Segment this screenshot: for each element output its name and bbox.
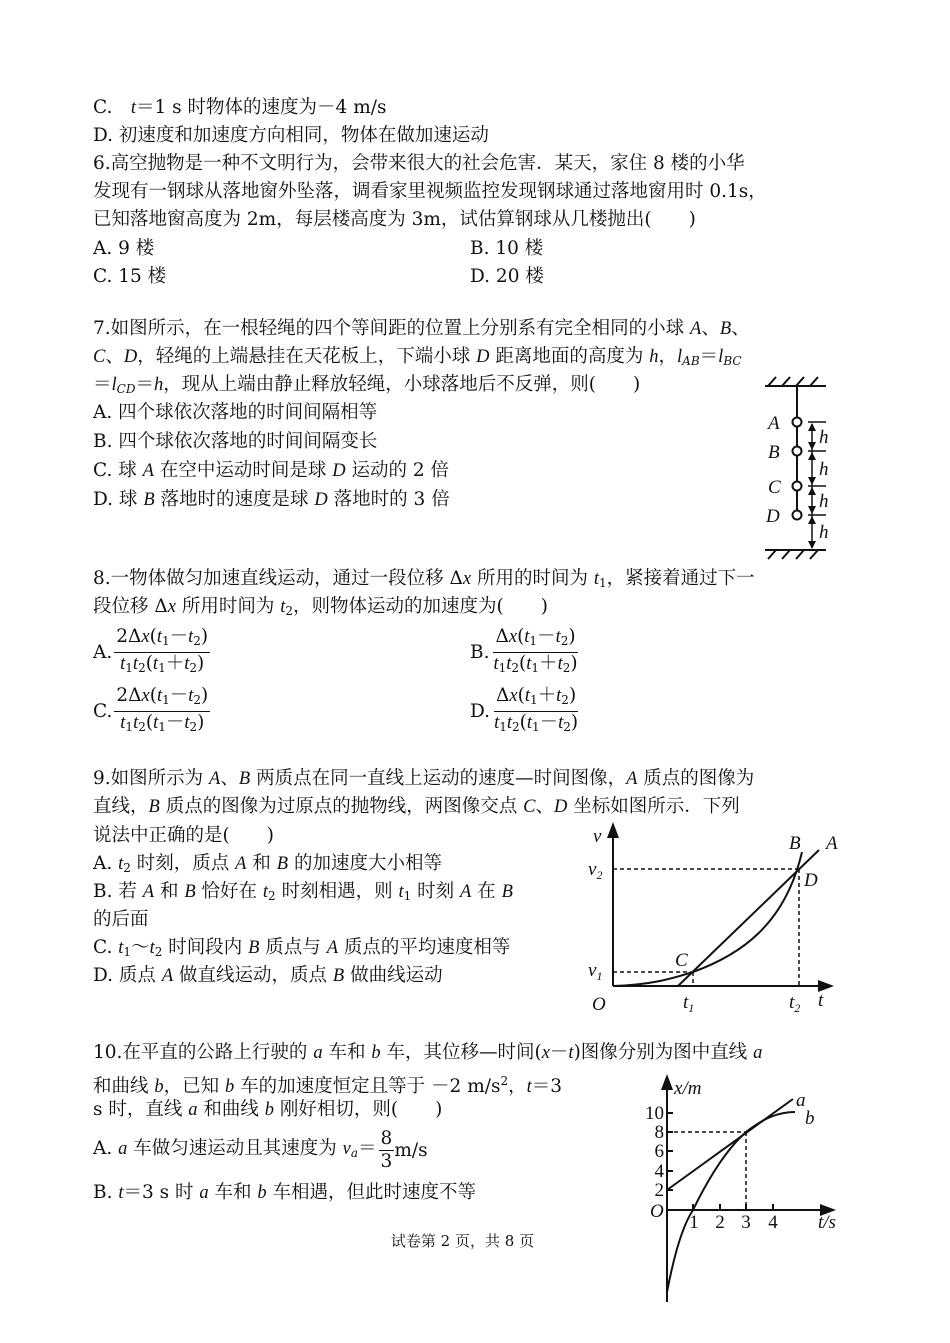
- subscript: a: [350, 1145, 359, 1160]
- math-variable: b: [257, 1183, 267, 1203]
- subscript: 2: [560, 634, 569, 648]
- text-segment: 2Δ: [116, 626, 142, 647]
- denominator: 3: [380, 1151, 393, 1172]
- text-segment: 2Δ: [116, 685, 142, 706]
- text-segment: 和曲线: [197, 1099, 265, 1120]
- text-segment: ＝: [93, 374, 112, 395]
- math-variable: t: [149, 938, 155, 958]
- text-segment: (: [517, 685, 525, 706]
- math-variable: t: [133, 713, 139, 733]
- math-variable: a: [199, 1183, 209, 1203]
- math-variable: t: [188, 686, 194, 706]
- text-segment: 、: [105, 346, 124, 367]
- subscript: 1: [498, 661, 507, 675]
- math-variable: t: [398, 882, 404, 902]
- axis-unit-s: /s: [823, 1212, 836, 1233]
- math-variable: t: [593, 569, 600, 589]
- text-segment: 落地时的 3 倍: [327, 489, 450, 510]
- math-variable: t: [153, 713, 159, 733]
- option-label: C.: [93, 700, 113, 722]
- math-variable: A: [209, 769, 221, 789]
- text-segment: 刚好相切，则( ): [274, 1099, 443, 1120]
- math-variable: t: [524, 686, 530, 706]
- math-variable: D: [476, 347, 490, 367]
- point-label-d: D: [804, 870, 818, 891]
- option-label: A.: [93, 641, 113, 663]
- label-t2: t: [789, 992, 795, 1013]
- math-variable: v: [342, 1138, 351, 1159]
- math-variable: A: [326, 938, 338, 958]
- text-segment: 和: [154, 881, 185, 902]
- math-variable: t: [524, 627, 530, 647]
- text-segment: －: [165, 712, 185, 733]
- subscript: 1: [403, 889, 412, 903]
- label-v2: v: [588, 859, 597, 880]
- text-segment: ，现从上端由静止释放轻绳，小球落地后不反弹，则( ): [163, 374, 641, 395]
- math-variable: t: [526, 713, 532, 733]
- text-segment: ～: [131, 937, 150, 958]
- math-variable: a: [753, 1043, 763, 1063]
- subscript: 1: [158, 661, 166, 675]
- text-segment: (: [145, 712, 154, 733]
- math-variable: t: [558, 713, 564, 733]
- text-segment: 时刻相遇，则: [275, 881, 399, 902]
- text-segment: ): [568, 626, 576, 647]
- curve-label-b: B: [789, 833, 801, 854]
- axis-label-v: v: [593, 826, 602, 847]
- math-variable: t: [156, 686, 163, 706]
- text-segment: 车的加速度恒定且等于 －2 m/s: [234, 1076, 501, 1098]
- text-segment: (: [149, 685, 157, 706]
- y-tick-label: 2: [654, 1180, 664, 1201]
- text-segment: 段位移 Δ: [93, 596, 168, 617]
- subscript: BC: [723, 354, 742, 368]
- superscript: 2: [500, 1074, 509, 1088]
- text-segment: ＝: [699, 346, 719, 367]
- subscript: 1: [531, 720, 540, 734]
- math-variable: B: [719, 319, 732, 339]
- text-segment: 车和: [208, 1182, 258, 1203]
- subscript: 1: [499, 720, 507, 734]
- axis-label-x: x: [674, 1078, 683, 1099]
- math-variable: B: [238, 769, 251, 789]
- math-variable: B: [501, 882, 513, 902]
- math-variable: t: [556, 686, 562, 706]
- text-segment: 9.如图所示为: [93, 768, 210, 789]
- y-tick-label: 6: [654, 1141, 664, 1162]
- svg-text:x/m: [673, 1078, 701, 1099]
- math-variable: a: [118, 1138, 128, 1159]
- ball-label-d: D: [766, 506, 780, 527]
- text-segment: ＝1 s 时物体的速度为－4 m/s: [136, 97, 387, 118]
- text-segment: C.: [93, 97, 131, 118]
- math-variable: t: [280, 597, 286, 617]
- math-variable: t: [506, 654, 512, 674]
- math-variable: t: [118, 1183, 124, 1203]
- subscript: 2: [193, 693, 202, 707]
- text-segment: 的加速度大小相等: [288, 853, 442, 874]
- text-segment: 8.一物体做匀加速直线运动，通过一段位移 Δ: [93, 568, 463, 589]
- text-segment: ＋: [539, 653, 558, 674]
- text-segment: 车相遇，但此时速度不等: [266, 1182, 477, 1203]
- text-segment: ，: [658, 346, 678, 367]
- math-variable: a: [188, 1100, 198, 1120]
- text-segment: 两质点在同一直线上运动的速度—时间图像，: [250, 768, 627, 789]
- text-segment: 在: [471, 881, 502, 902]
- math-variable: t: [132, 654, 139, 674]
- math-variable: l: [677, 347, 683, 367]
- text-segment: 车和: [322, 1042, 372, 1063]
- math-variable: B: [276, 854, 289, 874]
- text-segment: 落地时的速度是球: [154, 489, 315, 510]
- math-variable: t: [120, 713, 126, 733]
- subscript: 2: [154, 945, 163, 959]
- math-variable: t: [493, 654, 499, 674]
- text-segment: ＋: [537, 685, 557, 706]
- text-segment: ，紧接着通过下一: [606, 568, 755, 589]
- subscript: 1: [531, 661, 540, 675]
- text-segment: ＋: [165, 653, 185, 674]
- subscript: 2: [285, 604, 294, 618]
- math-variable: t: [184, 654, 190, 674]
- text-segment: B.: [93, 1182, 119, 1203]
- math-variable: x: [167, 597, 176, 617]
- height-label: h: [819, 427, 829, 448]
- math-variable: B: [184, 882, 196, 902]
- page-footer: 试卷第 2 页，共 8 页: [390, 1232, 535, 1250]
- text-segment: 时刻，质点: [130, 853, 236, 874]
- text-segment: 所用的时间为: [471, 568, 594, 589]
- math-variable: t: [188, 627, 194, 647]
- subscript: 2: [561, 693, 569, 707]
- text-segment: 质点的平均速度相等: [338, 937, 511, 958]
- y-tick-label: 10: [645, 1103, 664, 1124]
- axis-label-t: t: [818, 990, 824, 1011]
- y-tick-label: 4: [654, 1161, 664, 1182]
- text-segment: ，则物体运动的加速度为( ): [293, 596, 548, 617]
- text-segment: (: [519, 653, 527, 674]
- height-label: h: [819, 491, 829, 512]
- text-segment: C. 15 楼: [93, 266, 167, 287]
- numerator: 8: [380, 1128, 393, 1149]
- math-variable: t: [555, 627, 561, 647]
- text-segment: 6.高空抛物是一种不文明行为，会带来很大的社会危害．某天，家住 8 楼的小华: [93, 153, 745, 174]
- axis-unit-m: /m: [682, 1078, 702, 1099]
- math-variable: C: [523, 797, 536, 817]
- text-segment: A. 9 楼: [93, 238, 155, 259]
- text-segment: D. 20 楼: [470, 266, 544, 287]
- math-variable: l: [111, 375, 117, 395]
- option-label: D.: [470, 700, 491, 722]
- math-variable: A: [142, 882, 155, 902]
- subscript: 2: [189, 720, 198, 734]
- subscript: AB: [682, 354, 700, 368]
- subscript: 1: [530, 693, 538, 707]
- ball-label-c: C: [768, 477, 781, 498]
- label-v1-sub: 1: [596, 969, 603, 983]
- text-segment: 车，其位移—时间(: [380, 1042, 542, 1063]
- math-variable: b: [154, 1077, 164, 1098]
- text-segment: )图像分别为图中直线: [573, 1042, 754, 1063]
- text-segment: ＝: [358, 1137, 377, 1159]
- text-segment: 、: [535, 796, 554, 817]
- subscript: CD: [116, 382, 136, 396]
- text-segment: 和曲线: [93, 1076, 155, 1098]
- text-segment: 在空中运动时间是球: [153, 460, 333, 481]
- text-segment: s 时，直线: [93, 1099, 189, 1120]
- math-variable: A: [690, 319, 702, 339]
- text-segment: 、: [731, 318, 750, 339]
- text-segment: (: [149, 626, 157, 647]
- math-variable: x: [541, 1043, 550, 1063]
- text-segment: 坐标如图所示．下列: [567, 796, 740, 817]
- subscript: 1: [125, 720, 134, 734]
- text-segment: 所用时间为: [175, 596, 281, 617]
- math-variable: D: [123, 347, 138, 367]
- math-variable: t: [568, 1043, 574, 1063]
- text-segment: ＝: [135, 374, 154, 395]
- math-variable: A: [161, 966, 174, 986]
- subscript: 1: [529, 634, 538, 648]
- text-segment: ，已知: [163, 1076, 226, 1098]
- math-variable: A: [142, 461, 154, 481]
- math-variable: x: [509, 686, 518, 706]
- y-tick-label: 8: [654, 1122, 664, 1143]
- x-tick-label: 3: [741, 1212, 751, 1233]
- math-variable: D: [314, 490, 328, 510]
- text-segment: ＝3: [531, 1076, 563, 1098]
- text-segment: ): [197, 653, 205, 674]
- math-variable: A: [626, 769, 638, 789]
- text-segment: ，轻绳的上端悬挂在天花板上，下端小球: [137, 346, 477, 367]
- math-variable: x: [508, 627, 518, 647]
- math-variable: t: [526, 1077, 532, 1098]
- math-variable: D: [332, 461, 346, 481]
- line-label-a: A: [826, 833, 838, 854]
- text-segment: B. 10 楼: [470, 238, 544, 259]
- text-segment: (: [519, 712, 527, 733]
- subscript: 2: [189, 661, 197, 675]
- math-variable: t: [184, 713, 190, 733]
- text-segment: 的后面: [93, 909, 149, 930]
- math-variable: B: [248, 938, 260, 958]
- text-segment: ): [201, 685, 209, 706]
- math-variable: t: [526, 654, 532, 674]
- math-variable: t: [130, 98, 137, 118]
- subscript: 1: [599, 576, 607, 590]
- text-segment: 发现有一钢球从落地窗外坠落，调看家里视频监控发现钢球通过落地窗用时 0.1s，: [93, 181, 767, 202]
- math-variable: a: [313, 1043, 323, 1063]
- label-v2-sub: 2: [596, 868, 603, 882]
- text-segment: A.: [93, 853, 119, 874]
- text-segment: 已知落地窗高度为 2m，每层楼高度为 3m，试估算钢球从几楼抛出( ): [93, 209, 696, 230]
- math-variable: t: [118, 938, 124, 958]
- math-variable: h: [153, 375, 164, 395]
- math-variable: t: [120, 654, 126, 674]
- label-t2-sub: 2: [794, 1001, 801, 1015]
- text-segment: B. 四个球依次落地的时间间隔变长: [93, 431, 378, 452]
- math-variable: t: [156, 627, 162, 647]
- math-variable: t: [262, 882, 269, 902]
- subscript: 1: [123, 945, 132, 959]
- math-variable: b: [371, 1043, 381, 1063]
- text-segment: Δ: [495, 626, 509, 647]
- text-segment: 车做匀速运动且其速度为: [127, 1137, 343, 1159]
- math-variable: x: [141, 686, 150, 706]
- text-segment: －: [539, 712, 559, 733]
- subscript: 2: [511, 661, 520, 675]
- curve-label-b: b: [805, 1108, 815, 1129]
- text-segment: D. 初速度和加速度方向相同，物体在做加速运动: [93, 125, 489, 146]
- text-segment: ，: [508, 1076, 527, 1098]
- text-segment: 10.在平直的公路上行驶的: [93, 1042, 314, 1063]
- text-segment: 和: [246, 853, 277, 874]
- math-variable: b: [225, 1077, 235, 1098]
- axis-label-t: t: [818, 1212, 824, 1233]
- text-segment: C.: [93, 937, 119, 958]
- text-segment: －: [549, 1042, 569, 1063]
- text-segment: 时间段内: [162, 937, 249, 958]
- text-segment: (: [517, 626, 525, 647]
- text-segment: 质点与: [259, 937, 327, 958]
- subscript: 2: [563, 720, 571, 734]
- text-segment: 质点的图像为过原点的抛物线，两图像交点: [159, 796, 524, 817]
- text-segment: －: [169, 626, 189, 647]
- text-segment: A.: [93, 1137, 119, 1159]
- math-variable: t: [494, 713, 500, 733]
- math-variable: h: [649, 347, 659, 367]
- text-segment: A. 四个球依次落地的时间间隔相等: [93, 402, 378, 423]
- subscript: 2: [511, 720, 520, 734]
- text-segment: ): [200, 626, 209, 647]
- math-variable: t: [152, 654, 159, 674]
- text-segment: ): [568, 685, 577, 706]
- math-variable: D: [553, 797, 568, 817]
- math-variable: A: [460, 882, 472, 902]
- subscript: 1: [162, 693, 170, 707]
- subscript: 2: [138, 720, 146, 734]
- x-tick-label: 1: [689, 1212, 699, 1233]
- point-label-c: C: [675, 950, 688, 971]
- math-variable: B: [143, 490, 155, 510]
- text-segment: Δ: [496, 685, 510, 706]
- label-v1: v: [588, 960, 597, 981]
- text-segment: C. 球: [93, 460, 143, 481]
- math-variable: b: [264, 1100, 275, 1120]
- math-variable: B: [148, 797, 160, 817]
- subscript: 2: [562, 661, 571, 675]
- text-segment: ): [570, 712, 579, 733]
- subscript: 2: [268, 889, 276, 903]
- line-label-a: a: [796, 1090, 806, 1111]
- text-segment: B. 若: [93, 881, 143, 902]
- text-segment: 7.如图所示，在一根轻绳的四个等间距的位置上分别系有完全相同的小球: [93, 318, 691, 339]
- text-segment: 做曲线运动: [344, 965, 443, 986]
- origin-label: O: [650, 1201, 664, 1222]
- math-variable: t: [557, 654, 563, 674]
- origin-label: O: [592, 994, 606, 1015]
- option-label: B.: [470, 641, 490, 663]
- text-segment: 时刻: [411, 881, 460, 902]
- text-segment: －: [537, 626, 556, 647]
- x-tick-label: 4: [768, 1212, 778, 1233]
- text-segment: ): [197, 712, 205, 733]
- text-segment: 直线，: [93, 796, 149, 817]
- text-segment: ＝3 s 时: [123, 1182, 200, 1203]
- subscript: 2: [138, 661, 146, 675]
- subscript: 1: [125, 661, 133, 675]
- text-segment: ): [570, 653, 578, 674]
- height-label: h: [819, 522, 829, 543]
- text-segment: 恰好在: [195, 881, 263, 902]
- subscript: 2: [193, 634, 201, 648]
- text-segment: －: [169, 685, 189, 706]
- subscript: 2: [123, 861, 131, 875]
- subscript: 1: [161, 634, 170, 648]
- text-segment: (: [145, 653, 153, 674]
- text-segment: 说法中正确的是( ): [93, 825, 274, 846]
- math-variable: t: [118, 854, 124, 874]
- height-label: h: [819, 459, 829, 480]
- math-variable: x: [141, 627, 150, 647]
- ball-label-b: B: [768, 442, 780, 463]
- math-variable: A: [235, 854, 247, 874]
- math-variable: B: [332, 966, 345, 986]
- math-variable: C: [93, 347, 106, 367]
- unit: m/s: [394, 1139, 428, 1161]
- text-segment: 、: [701, 318, 720, 339]
- text-segment: 距离地面的高度为: [489, 346, 650, 367]
- text-segment: 运动的 2 倍: [345, 460, 450, 481]
- text-segment: D. 质点: [93, 965, 162, 986]
- label-t1-sub: 1: [688, 1001, 695, 1015]
- label-t1: t: [683, 992, 689, 1013]
- text-segment: 、: [220, 768, 239, 789]
- subscript: 1: [158, 720, 166, 734]
- text-segment: 做直线运动，质点: [173, 965, 333, 986]
- x-tick-label: 2: [715, 1212, 725, 1233]
- math-variable: x: [462, 569, 472, 589]
- text-segment: 质点的图像为: [637, 768, 755, 789]
- math-variable: l: [718, 347, 724, 367]
- math-variable: t: [506, 713, 512, 733]
- text-segment: D. 球: [93, 489, 144, 510]
- ball-label-a: A: [768, 413, 780, 434]
